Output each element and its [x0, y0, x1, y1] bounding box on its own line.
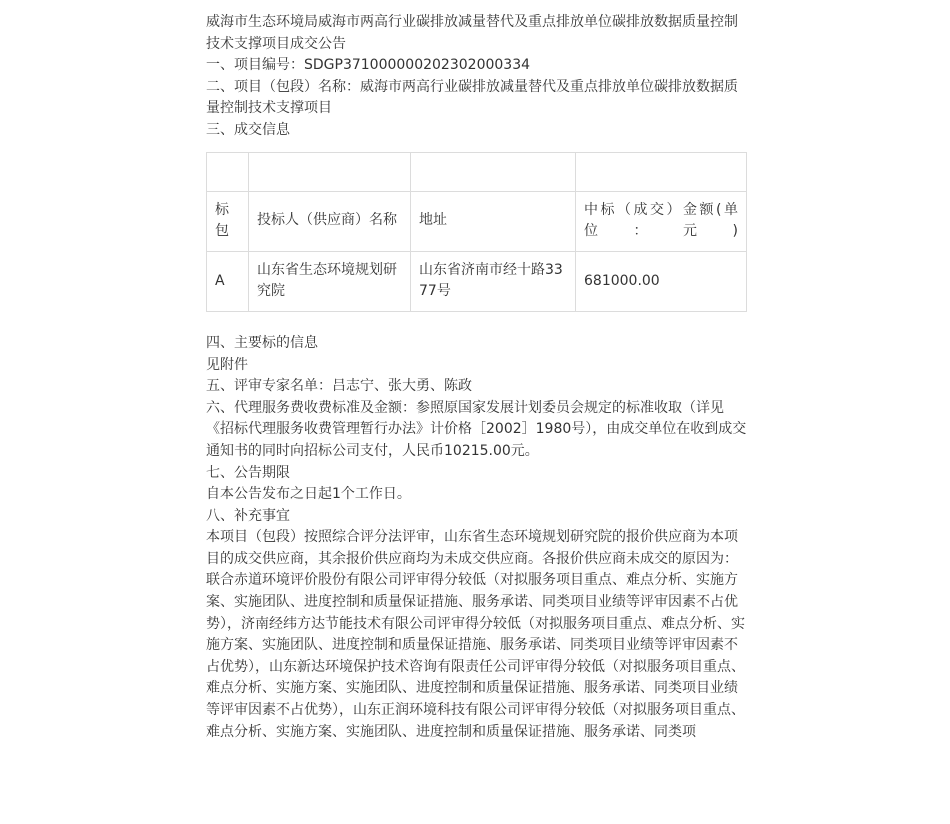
table-row — [207, 251, 747, 311]
deal-info-table — [206, 152, 747, 312]
deal-info-table-wrapper — [206, 152, 751, 312]
announcement-document — [206, 12, 751, 743]
project-number: 一、项目编号：SDGP371000000202302000334 — [206, 57, 531, 74]
cell-bidder: 山东省生态环境规划研究院 — [249, 251, 411, 311]
section4-heading: 四、主要标的信息 — [206, 334, 318, 351]
table-blank-row — [207, 152, 747, 191]
project-name: 二、项目（包段）名称：威海市两高行业碳排放减量替代及重点排放单位碳排放数据质量控制技术支撑项目 — [206, 78, 738, 117]
cell-address: 山东省济南市经十路3377号 — [411, 251, 576, 311]
header-bidder: 投标人（供应商）名称 — [249, 191, 411, 251]
deal-info-heading: 三、成交信息 — [206, 121, 290, 138]
header-lot: 标包 — [207, 191, 249, 251]
cell-lot: A — [207, 251, 249, 311]
announcement-title: 威海市生态环境局威海市两高行业碳排放减量替代及重点排放单位碳排放数据质量控制技术支撑项目成交公告 — [206, 14, 738, 52]
header-amount: 中标（成交）金额(单位：元) — [576, 191, 747, 251]
section7-text: 自本公告发布之日起1个工作日。 — [206, 486, 411, 503]
section7-heading: 七、公告期限 — [206, 464, 290, 481]
cell-amount: 681000.00 — [576, 251, 747, 311]
section8-text: 本项目（包段）按照综合评分法评审，山东省生态环境规划研究院的报价供应商为本项目的成交供应商，其余报价供应商均为未成交供应商。各报价供应商未成交的原因为：联合赤道环境评价股份有限公司评审得分较低（对拟服务项目重点、难点分析、实施方案、实施团队、进度控制和质量保证措施、服务承诺、同类项目业绩等评审因素不占优势），济南经纬方达节能技术有限公司评审得分较低（对拟服务项目重点、难点分析、实施方案、实施团队、进度控制和质量保证措施、服务承诺、同类项目业绩等评审因素不占优势），山东新达环境保护技术咨询有限责任公司评审得分较低（对拟服务项目重点、难点分析、实施方案、实施团队、进度控制和质量保证措施、服务承诺、同类项目业绩等评审因素不占优势），山东正润环境科技有限公司评审得分较低（对拟服务项目重点、难点分析、实施方案、实施团队、进度控制和质量保证措施、服务承诺、同类项 — [206, 529, 745, 740]
header-address: 地址 — [411, 191, 576, 251]
section8-heading: 八、补充事宜 — [206, 507, 290, 524]
table-header-row — [207, 191, 747, 251]
section6-agency-fee: 六、代理服务费收费标准及金额：参照原国家发展计划委员会规定的标准收取（详见《招标代理服务收费管理暂行办法》计价格［2002］1980号），由成交单位在收到成交通知书的同时向招标公司支付，人民币10215.00元。 — [206, 399, 747, 459]
section5-experts: 五、评审专家名单：吕志宁、张大勇、陈政 — [206, 378, 472, 395]
section4-text: 见附件 — [206, 356, 248, 373]
